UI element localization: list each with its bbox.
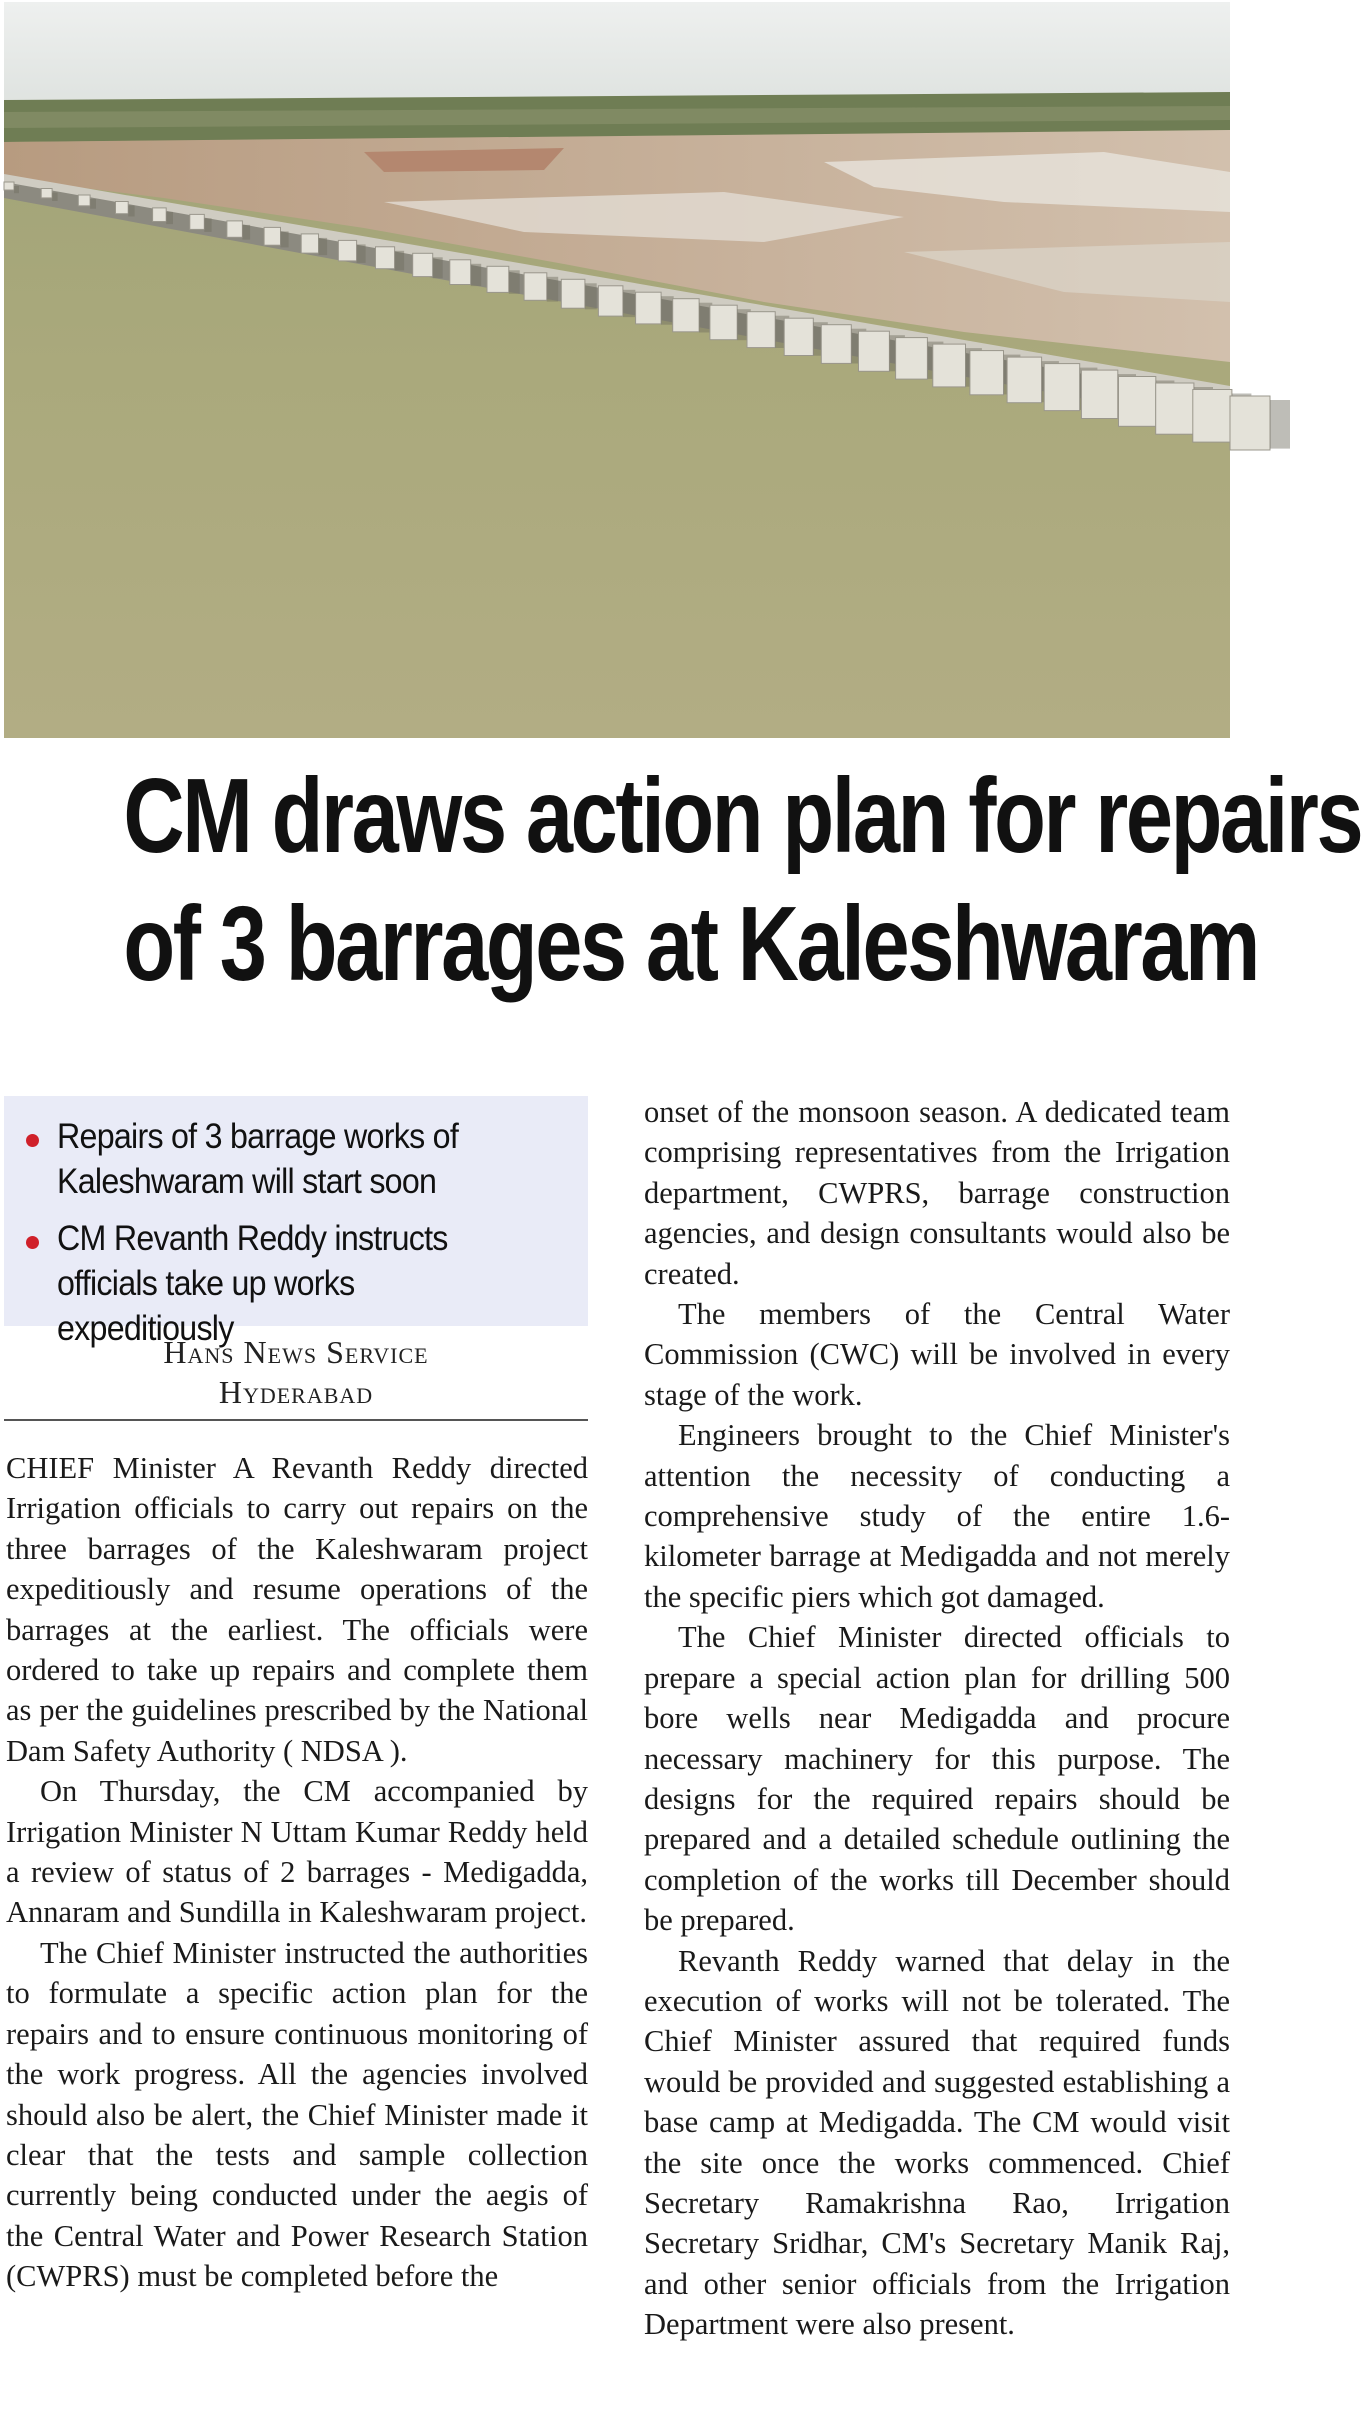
barrage-pier (264, 227, 280, 245)
barrage-pier (1007, 357, 1042, 403)
pier-shadow (90, 199, 96, 209)
highlight-item (26, 1216, 578, 1351)
article-paragraph: The members of the Central Water Commission (CWC) will be involved in every stage of the work. (644, 1297, 1230, 1412)
barrage-pier (1193, 390, 1232, 443)
pier-shadow (128, 206, 134, 217)
barrage-pier (227, 221, 243, 237)
barrage-pier (116, 202, 129, 214)
barrage-pier (190, 214, 205, 229)
barrage-pier (673, 299, 699, 332)
barrage-aerial-photo (4, 2, 1230, 738)
barrage-pier (338, 240, 356, 261)
barrage-pier (710, 305, 737, 340)
article-paragraph: The Chief Minister directed officials to prepare a special action plan for drilling 500 bore wells near Medigadda and procure necessary machinery for this purpose. The designs for the required repairs should be prepared and a detailed schedule outlining the completion of the works till December should be prepared. (644, 1620, 1230, 1938)
barrage-pier (41, 189, 52, 198)
barrage-illustration (4, 2, 1230, 738)
barrage-pier (487, 266, 509, 292)
pier-shadow (52, 193, 58, 202)
red-bullet-icon (26, 1236, 39, 1249)
barrage-pier (1044, 364, 1080, 411)
pier-shadow (280, 231, 288, 247)
barrage-pier (896, 338, 928, 380)
pier-shadow (547, 277, 558, 302)
barrage-pier (301, 234, 318, 253)
highlights-box (4, 1096, 588, 1348)
headline-line-2: of 3 barrages at Kaleshwaram (123, 885, 1259, 1003)
highlight-text: CM Revanth Reddy instructs officials take up works expeditiously (57, 1219, 448, 1348)
barrage-pier (1081, 370, 1117, 418)
barrage-pier (933, 344, 966, 387)
barrage-pier (153, 208, 167, 222)
article-paragraph: On Thursday, the CM accompanied by Irrigation Minister N Uttam Kumar Reddy held a review of status of 2 barrages - Medigadda, Annaram and Sundilla in Kaleshwaram project. (6, 1774, 588, 1930)
byline (4, 1332, 588, 1412)
barrage-pier (78, 195, 90, 206)
red-bullet-icon (26, 1134, 39, 1147)
article-column-right (644, 1092, 1230, 2345)
pier-shadow (357, 244, 366, 263)
barrage-pier (821, 325, 851, 364)
pier-shadow (166, 212, 173, 224)
pier-shadow (319, 238, 328, 255)
barrage-pier (561, 279, 585, 308)
divider (4, 1419, 588, 1421)
pier-shadow (395, 251, 405, 271)
highlight-item (26, 1114, 578, 1204)
barrage-pier (598, 286, 623, 316)
barrage-pier (747, 312, 775, 348)
pier-shadow (471, 264, 482, 286)
headline (0, 752, 1361, 1008)
barrage-pier (1119, 377, 1156, 427)
highlight-text: Repairs of 3 barrage works of Kaleshwaram will start soon (57, 1117, 459, 1201)
article-paragraph: onset of the monsoon season. A dedicated team comprising representatives from the Irrigation department, CWPRS, barrage construction agencies, and design consultants would also be created. (644, 1095, 1230, 1291)
pier-shadow (623, 290, 635, 317)
barrage-pier (1230, 396, 1270, 450)
barrage-pier (376, 247, 395, 269)
byline-service: Hans News Service (163, 1334, 429, 1370)
article-paragraph: Engineers brought to the Chief Minister's attention the necessity of conducting a comprehensive study of the entire 1.6-kilometer barrage at Medigadda and not merely the specific piers which got damaged. (644, 1418, 1230, 1614)
barrage-pier (524, 273, 547, 301)
barrage-pier (784, 318, 813, 355)
barrage-pier (859, 331, 890, 371)
article-paragraph: CHIEF Minister A Revanth Reddy directed Irrigation officials to carry out repairs on the three barrages of the Kaleshwaram project expeditiously and resume operations of the barrages at the earliest. The officials were ordered to take up repairs and complete them as per the guidelines prescribed by the National Dam Safety Authority ( NDSA ). (6, 1451, 588, 1768)
barrage-pier (970, 351, 1004, 395)
barrage-pier (636, 292, 662, 324)
article-paragraph: The Chief Minister instructed the authorities to formulate a specific action plan for the repairs and to ensure continuous monitoring of the work progress. All the agencies involved should also be alert, the Chief Minister made it clear that the tests and sample collection currently being conducted under the aegis of the Central Water and Power Research Station (CWPRS) must be completed before the (6, 1935, 588, 2294)
pier-shadow (585, 283, 597, 309)
pier-shadow (661, 296, 674, 325)
pier-shadow (433, 257, 443, 278)
pier-shadow (509, 270, 520, 294)
pier-shadow (14, 186, 19, 193)
barrage-pier (4, 182, 14, 190)
barrage-pier (450, 260, 471, 285)
barrage-pier (1156, 383, 1194, 434)
pier-shadow (1270, 400, 1290, 449)
byline-location: Hyderabad (218, 1374, 374, 1410)
article-column-left (6, 1448, 588, 2297)
headline-line-1: CM draws action plan for repairs (123, 757, 1361, 875)
article-paragraph: Revanth Reddy warned that delay in the execution of works will not be tolerated. The Chief Minister assured that required funds would be provided and suggested establishing a base camp at Medigadda. The CM would visit the site once the works commenced. Chief Secretary Ramakrishna Rao, Irrigation Secretary Sridhar, CM's Secretary Manik Raj, and other senior officials from the Irrigation Department were also present. (644, 1943, 1230, 2342)
barrage-pier (413, 253, 433, 276)
pier-shadow (242, 225, 250, 240)
pier-shadow (204, 218, 211, 232)
